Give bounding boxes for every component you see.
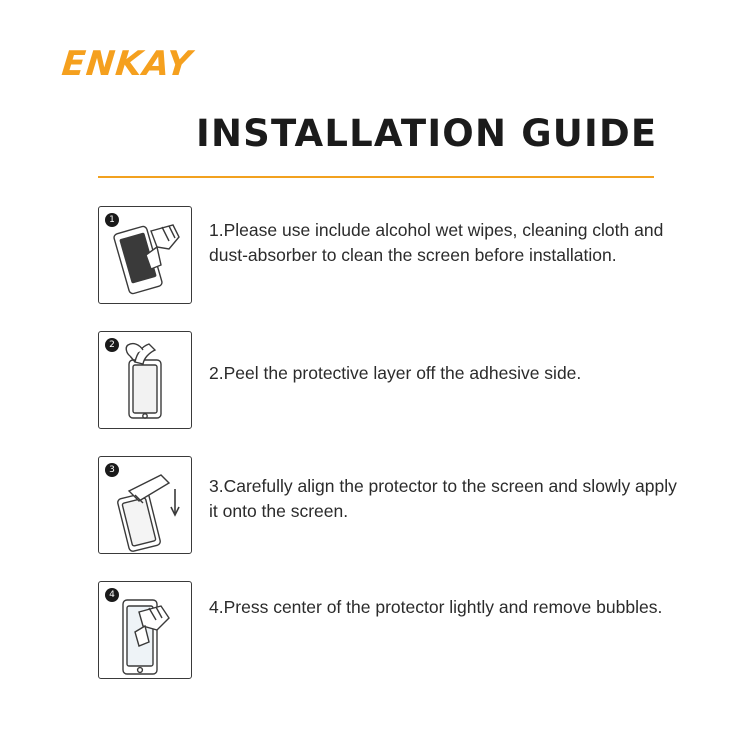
steps-list	[0, 206, 750, 706]
brand-logo: ENKAY	[59, 44, 195, 84]
list-item	[0, 206, 750, 314]
step-illustration-2	[98, 331, 192, 429]
step-badge: 1	[105, 213, 119, 227]
step-badge: 4	[105, 588, 119, 602]
title-divider	[98, 176, 654, 178]
step-text: 4.Press center of the protector lightly and remove bubbles.	[209, 597, 663, 617]
step-illustration-4	[98, 581, 192, 679]
step-text: 2.Peel the protective layer off the adhesive side.	[209, 363, 582, 383]
list-item	[0, 331, 750, 439]
step-illustration-1	[98, 206, 192, 304]
list-item	[0, 581, 750, 689]
list-item	[0, 456, 750, 564]
page-title: INSTALLATION GUIDE	[196, 112, 658, 155]
step-text: 3.Carefully align the protector to the screen and slowly apply it onto the screen.	[209, 476, 677, 521]
step-badge: 3	[105, 463, 119, 477]
step-badge: 2	[105, 338, 119, 352]
step-illustration-3	[98, 456, 192, 554]
step-text: 1.Please use include alcohol wet wipes, cleaning cloth and dust-absorber to clean the screen before installation.	[209, 220, 664, 265]
